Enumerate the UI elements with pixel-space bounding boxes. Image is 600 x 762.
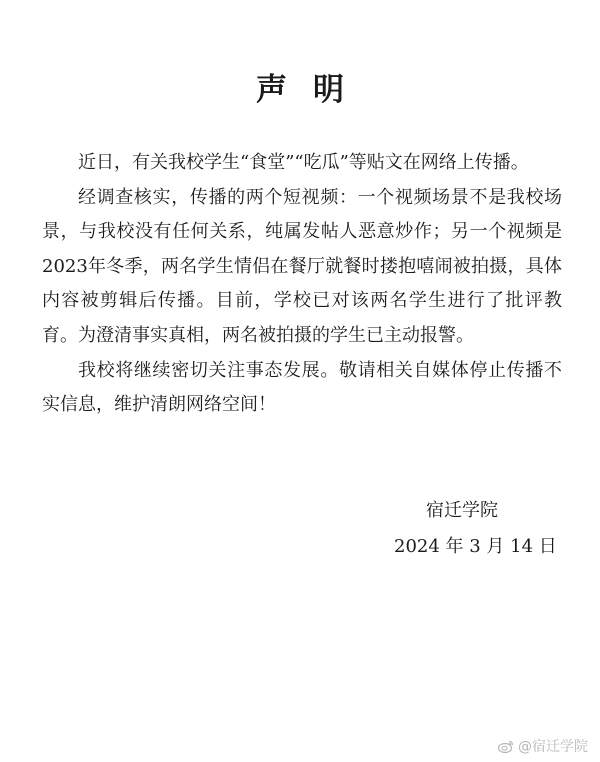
weibo-icon: [498, 739, 514, 753]
document-title: 声明: [256, 72, 370, 108]
watermark-text: @宿迁学院: [518, 739, 588, 755]
weibo-watermark: [498, 736, 588, 756]
paragraph-1: 近日，有关我校学生“食堂”“吃瓜”等贴文在网络上传播。: [78, 152, 529, 173]
signature-date: 2024 年 3 月 14 日: [394, 536, 557, 557]
signature-organization: 宿迁学院: [426, 500, 498, 521]
document-body: [42, 146, 562, 423]
paragraph-2: 经调查核实，传播的两个短视频：一个视频场景不是我校场景，与我校没有任何关系，纯属发帖人恶意炒作；另一个视频是2023年冬季，两名学生情侣在餐厅就餐时搂抱嘻闹被拍摄，具体内容被剪辑后传播。目前，学校已对该两名学生进行了批评教育。为澄清事实真相，两名被拍摄的学生已主动报警。: [42, 186, 562, 346]
paragraph-3: 我校将继续密切关注事态发展。敬请相关自媒体停止传播不实信息，维护清朗网络空间！: [42, 359, 562, 416]
